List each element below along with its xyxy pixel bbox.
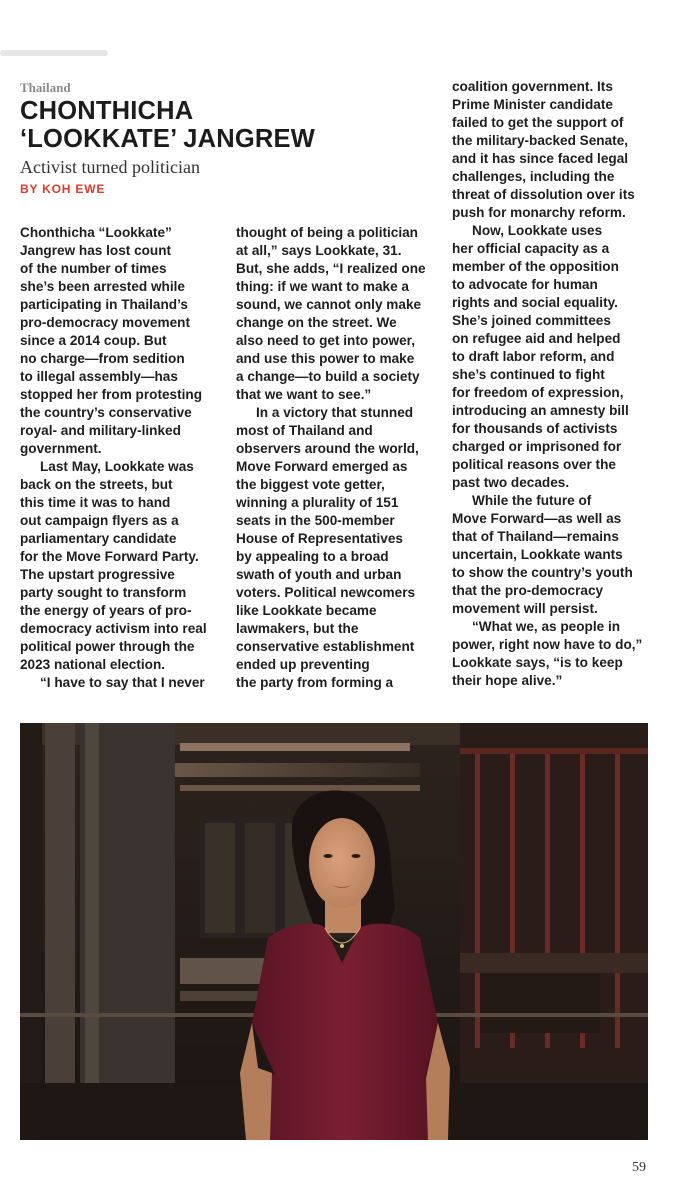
text-line: parliamentary candidate bbox=[20, 531, 177, 546]
text-line: challenges, including the bbox=[452, 169, 615, 184]
text-line: back on the streets, but bbox=[20, 477, 173, 492]
text-line: this time it was to hand bbox=[20, 495, 171, 510]
article-header bbox=[20, 80, 315, 196]
text-line: her official capacity as a bbox=[452, 241, 610, 256]
text-line: the military-backed Senate, bbox=[452, 133, 629, 148]
text-line: she’s been arrested while bbox=[20, 279, 185, 294]
page-number: 59 bbox=[632, 1160, 646, 1175]
text-line: In a victory that stunned bbox=[256, 405, 414, 420]
text-line: sound, we cannot only make bbox=[236, 297, 422, 312]
body-column-3 bbox=[452, 78, 666, 690]
text-line: no charge—from sedition bbox=[20, 351, 185, 366]
text-line: to draft labor reform, and bbox=[452, 349, 615, 364]
text-line: and use this power to make bbox=[236, 351, 415, 366]
text-line: Jangrew has lost count bbox=[20, 243, 172, 258]
text-line: their hope alive.” bbox=[452, 673, 563, 688]
text-line: Now, Lookkate uses bbox=[472, 223, 603, 238]
text-line: the energy of years of pro- bbox=[20, 603, 192, 618]
text-line: House of Representatives bbox=[236, 531, 403, 546]
text-line: voters. Political newcomers bbox=[236, 585, 416, 600]
text-line: The upstart progressive bbox=[20, 567, 175, 582]
text-line: of the number of times bbox=[20, 261, 167, 276]
text-line: While the future of bbox=[472, 493, 592, 508]
text-line: democracy activism into real bbox=[20, 621, 207, 636]
portrait-photo bbox=[20, 723, 648, 1140]
body-column-1 bbox=[20, 224, 234, 692]
text-line: seats in the 500-member bbox=[236, 513, 395, 528]
text-line: “I have to say that I never bbox=[40, 675, 205, 690]
text-line: the biggest vote getter, bbox=[236, 477, 385, 492]
text-line: She’s joined committees bbox=[452, 313, 611, 328]
text-line: to show the country’s youth bbox=[452, 565, 633, 580]
headline-line-1: CHONTHICHA bbox=[20, 97, 194, 125]
text-line: for the Move Forward Party. bbox=[20, 549, 199, 564]
text-line: Last May, Lookkate was bbox=[40, 459, 194, 474]
byline: BY KOH EWE bbox=[20, 182, 106, 196]
text-line: conservative establishment bbox=[236, 639, 415, 654]
body-column-2 bbox=[236, 224, 450, 692]
text-line: she’s continued to fight bbox=[452, 367, 605, 382]
text-line: like Lookkate became bbox=[236, 603, 377, 618]
text-line: winning a plurality of 151 bbox=[236, 495, 399, 510]
text-line: Move Forward—as well as bbox=[452, 511, 622, 526]
text-line: pro-democracy movement bbox=[20, 315, 190, 330]
text-line: stopped her from protesting bbox=[20, 387, 203, 402]
text-line: the country’s conservative bbox=[20, 405, 192, 420]
deck: Activist turned politician bbox=[20, 157, 200, 177]
text-line: observers around the world, bbox=[236, 441, 419, 456]
text-line: Prime Minister candidate bbox=[452, 97, 613, 112]
text-line: out campaign flyers as a bbox=[20, 513, 179, 528]
text-line: royal- and military-linked bbox=[20, 423, 181, 438]
text-line: Lookkate says, “is to keep bbox=[452, 655, 623, 670]
text-line: But, she adds, “I realized one bbox=[236, 261, 426, 276]
headline bbox=[20, 97, 315, 153]
text-line: charged or imprisoned for bbox=[452, 439, 622, 454]
text-line: “What we, as people in bbox=[472, 619, 621, 634]
text-line: and it has since faced legal bbox=[452, 151, 629, 166]
text-line: swath of youth and urban bbox=[236, 567, 402, 582]
text-line: push for monarchy reform. bbox=[452, 205, 626, 220]
text-line: failed to get the support of bbox=[452, 115, 624, 130]
text-line: power, right now have to do,” bbox=[452, 637, 643, 652]
text-line: to advocate for human bbox=[452, 277, 598, 292]
portrait-illustration bbox=[20, 723, 648, 1140]
top-divider-bar bbox=[0, 50, 108, 56]
text-line: uncertain, Lookkate wants bbox=[452, 547, 623, 562]
headline-line-2: ‘LOOKKATE’ JANGREW bbox=[20, 125, 315, 153]
text-line: a change—to build a society bbox=[236, 369, 420, 384]
text-line: lawmakers, but the bbox=[236, 621, 359, 636]
section-label: Thailand bbox=[20, 80, 71, 95]
text-line: political reasons over the bbox=[452, 457, 616, 472]
text-line: political power through the bbox=[20, 639, 195, 654]
text-line: threat of dissolution over its bbox=[452, 187, 635, 202]
text-line: ended up preventing bbox=[236, 657, 370, 672]
text-line: change on the street. We bbox=[236, 315, 397, 330]
text-line: thought of being a politician bbox=[236, 225, 418, 240]
text-line: Move Forward emerged as bbox=[236, 459, 408, 474]
text-line: thing: if we want to make a bbox=[236, 279, 409, 294]
text-line: 2023 national election. bbox=[20, 657, 166, 672]
text-line: for freedom of expression, bbox=[452, 385, 624, 400]
text-line: on refugee aid and helped bbox=[452, 331, 621, 346]
text-line: that of Thailand—remains bbox=[452, 529, 619, 544]
text-line: Chonthicha “Lookkate” bbox=[20, 225, 172, 240]
text-line: government. bbox=[20, 441, 102, 456]
text-line: participating in Thailand’s bbox=[20, 297, 188, 312]
text-line: past two decades. bbox=[452, 475, 570, 490]
text-line: most of Thailand and bbox=[236, 423, 373, 438]
text-line: to illegal assembly—has bbox=[20, 369, 178, 384]
text-line: by appealing to a broad bbox=[236, 549, 389, 564]
text-line: also need to get into power, bbox=[236, 333, 416, 348]
text-line: since a 2014 coup. But bbox=[20, 333, 167, 348]
text-line: party sought to transform bbox=[20, 585, 187, 600]
text-line: introducing an amnesty bill bbox=[452, 403, 629, 418]
text-line: coalition government. Its bbox=[452, 79, 613, 94]
text-line: for thousands of activists bbox=[452, 421, 618, 436]
text-line: at all,” says Lookkate, 31. bbox=[236, 243, 402, 258]
text-line: that the pro-democracy bbox=[452, 583, 604, 598]
text-line: the party from forming a bbox=[236, 675, 394, 690]
text-line: rights and social equality. bbox=[452, 295, 618, 310]
text-line: that we want to see.” bbox=[236, 387, 372, 402]
text-line: member of the opposition bbox=[452, 259, 619, 274]
text-line: movement will persist. bbox=[452, 601, 598, 616]
